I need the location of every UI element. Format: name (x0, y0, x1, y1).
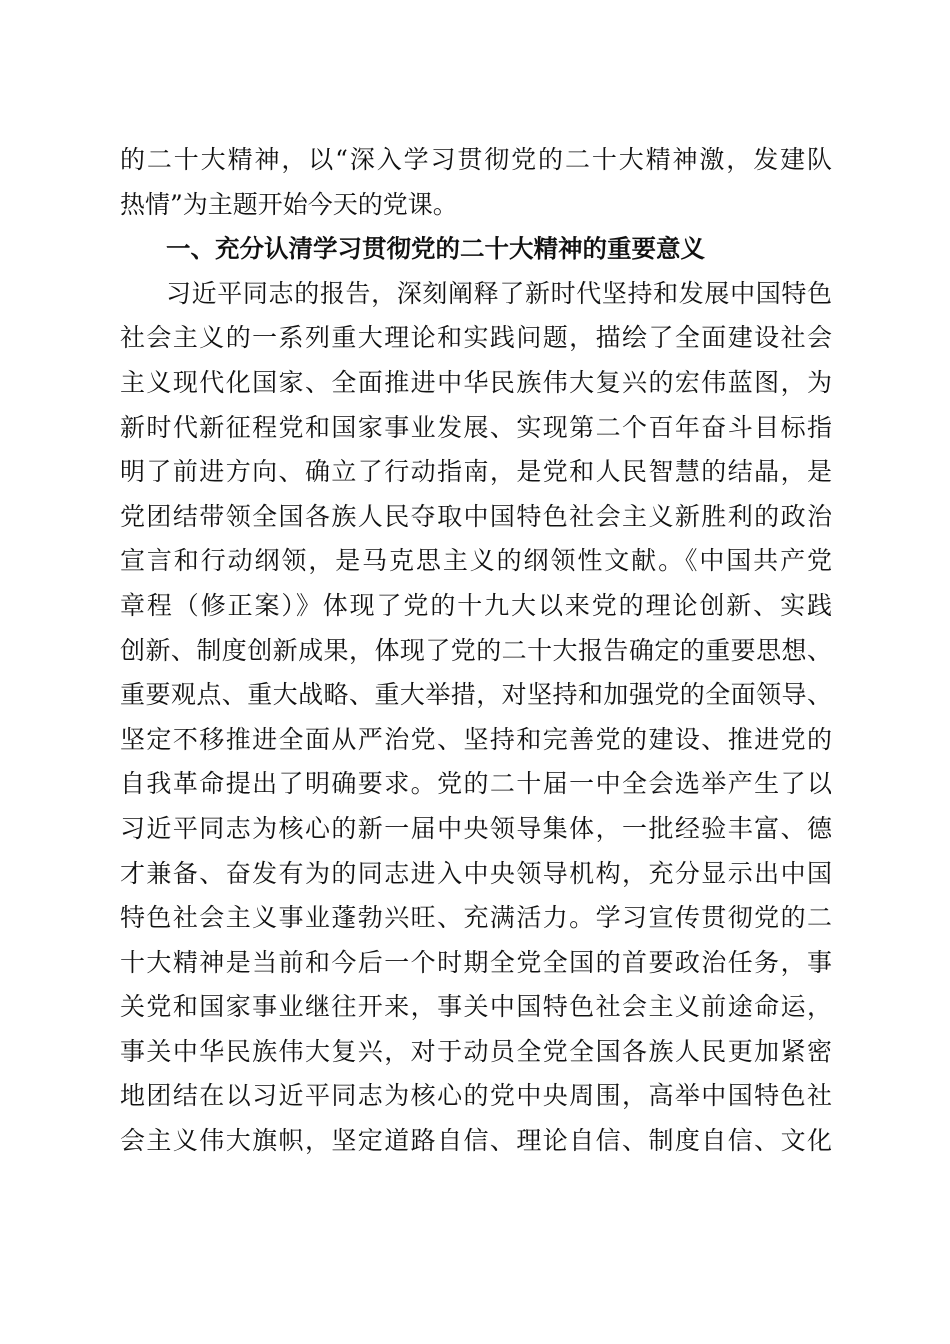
paragraph-line: 宣言和行动纲领，是马克思主义的纲领性文献。《中国共产党 (120, 546, 832, 576)
paragraph-line: 坚定不移推进全面从严治党、坚持和完善党的建设、推进党的 (120, 724, 832, 754)
paragraph-line: 十大精神是当前和今后一个时期全党全国的首要政治任务，事 (120, 947, 832, 977)
paragraph-line: 会主义伟大旗帜，坚定道路自信、理论自信、制度自信、文化 (120, 1126, 832, 1156)
paragraph-line: 明了前进方向、确立了行动指南，是党和人民智慧的结晶，是 (120, 457, 832, 487)
paragraph-line: 创新、制度创新成果，体现了党的二十大报告确定的重要思想、 (120, 635, 832, 665)
paragraph-line: 地团结在以习近平同志为核心的党中央周围，高举中国特色社 (120, 1081, 832, 1111)
paragraph-line: 特色社会主义事业蓬勃兴旺、充满活力。学习宣传贯彻党的二 (120, 903, 832, 933)
section-heading: 一、充分认清学习贯彻党的二十大精神的重要意义 (166, 234, 705, 264)
paragraph-line: 习近平同志的报告，深刻阐释了新时代坚持和发展中国特色 (166, 278, 832, 308)
paragraph-line: 党团结带领全国各族人民夺取中国特色社会主义新胜利的政治 (120, 501, 832, 531)
paragraph-line: 才兼备、奋发有为的同志进入中央领导机构，充分显示出中国 (120, 858, 832, 888)
paragraph-line: 主义现代化国家、全面推进中华民族伟大复兴的宏伟蓝图，为 (120, 367, 832, 397)
paragraph-line: 习近平同志为核心的新一届中央领导集体，一批经验丰富、德 (120, 813, 832, 843)
paragraph-line: 自我革命提出了明确要求。党的二十届一中全会选举产生了以 (120, 769, 832, 799)
paragraph-line: 事关中华民族伟大复兴，对于动员全党全国各族人民更加紧密 (120, 1036, 832, 1066)
document-body (120, 138, 832, 1164)
paragraph-line: 热情”为主题开始今天的党课。 (120, 189, 458, 219)
paragraph-line: 社会主义的一系列重大理论和实践问题，描绘了全面建设社会 (120, 323, 832, 353)
paragraph-line: 的二十大精神，以“深入学习贯彻党的二十大精神激，发建队 (120, 145, 832, 174)
paragraph-line: 新时代新征程党和国家事业发展、实现第二个百年奋斗目标指 (120, 412, 832, 442)
paragraph-line: 关党和国家事业继往开来，事关中国特色社会主义前途命运， (120, 992, 832, 1022)
paragraph-line: 重要观点、重大战略、重大举措，对坚持和加强党的全面领导、 (120, 680, 832, 710)
paragraph-line: 章程（修正案）》体现了党的十九大以来党的理论创新、实践 (120, 590, 832, 620)
